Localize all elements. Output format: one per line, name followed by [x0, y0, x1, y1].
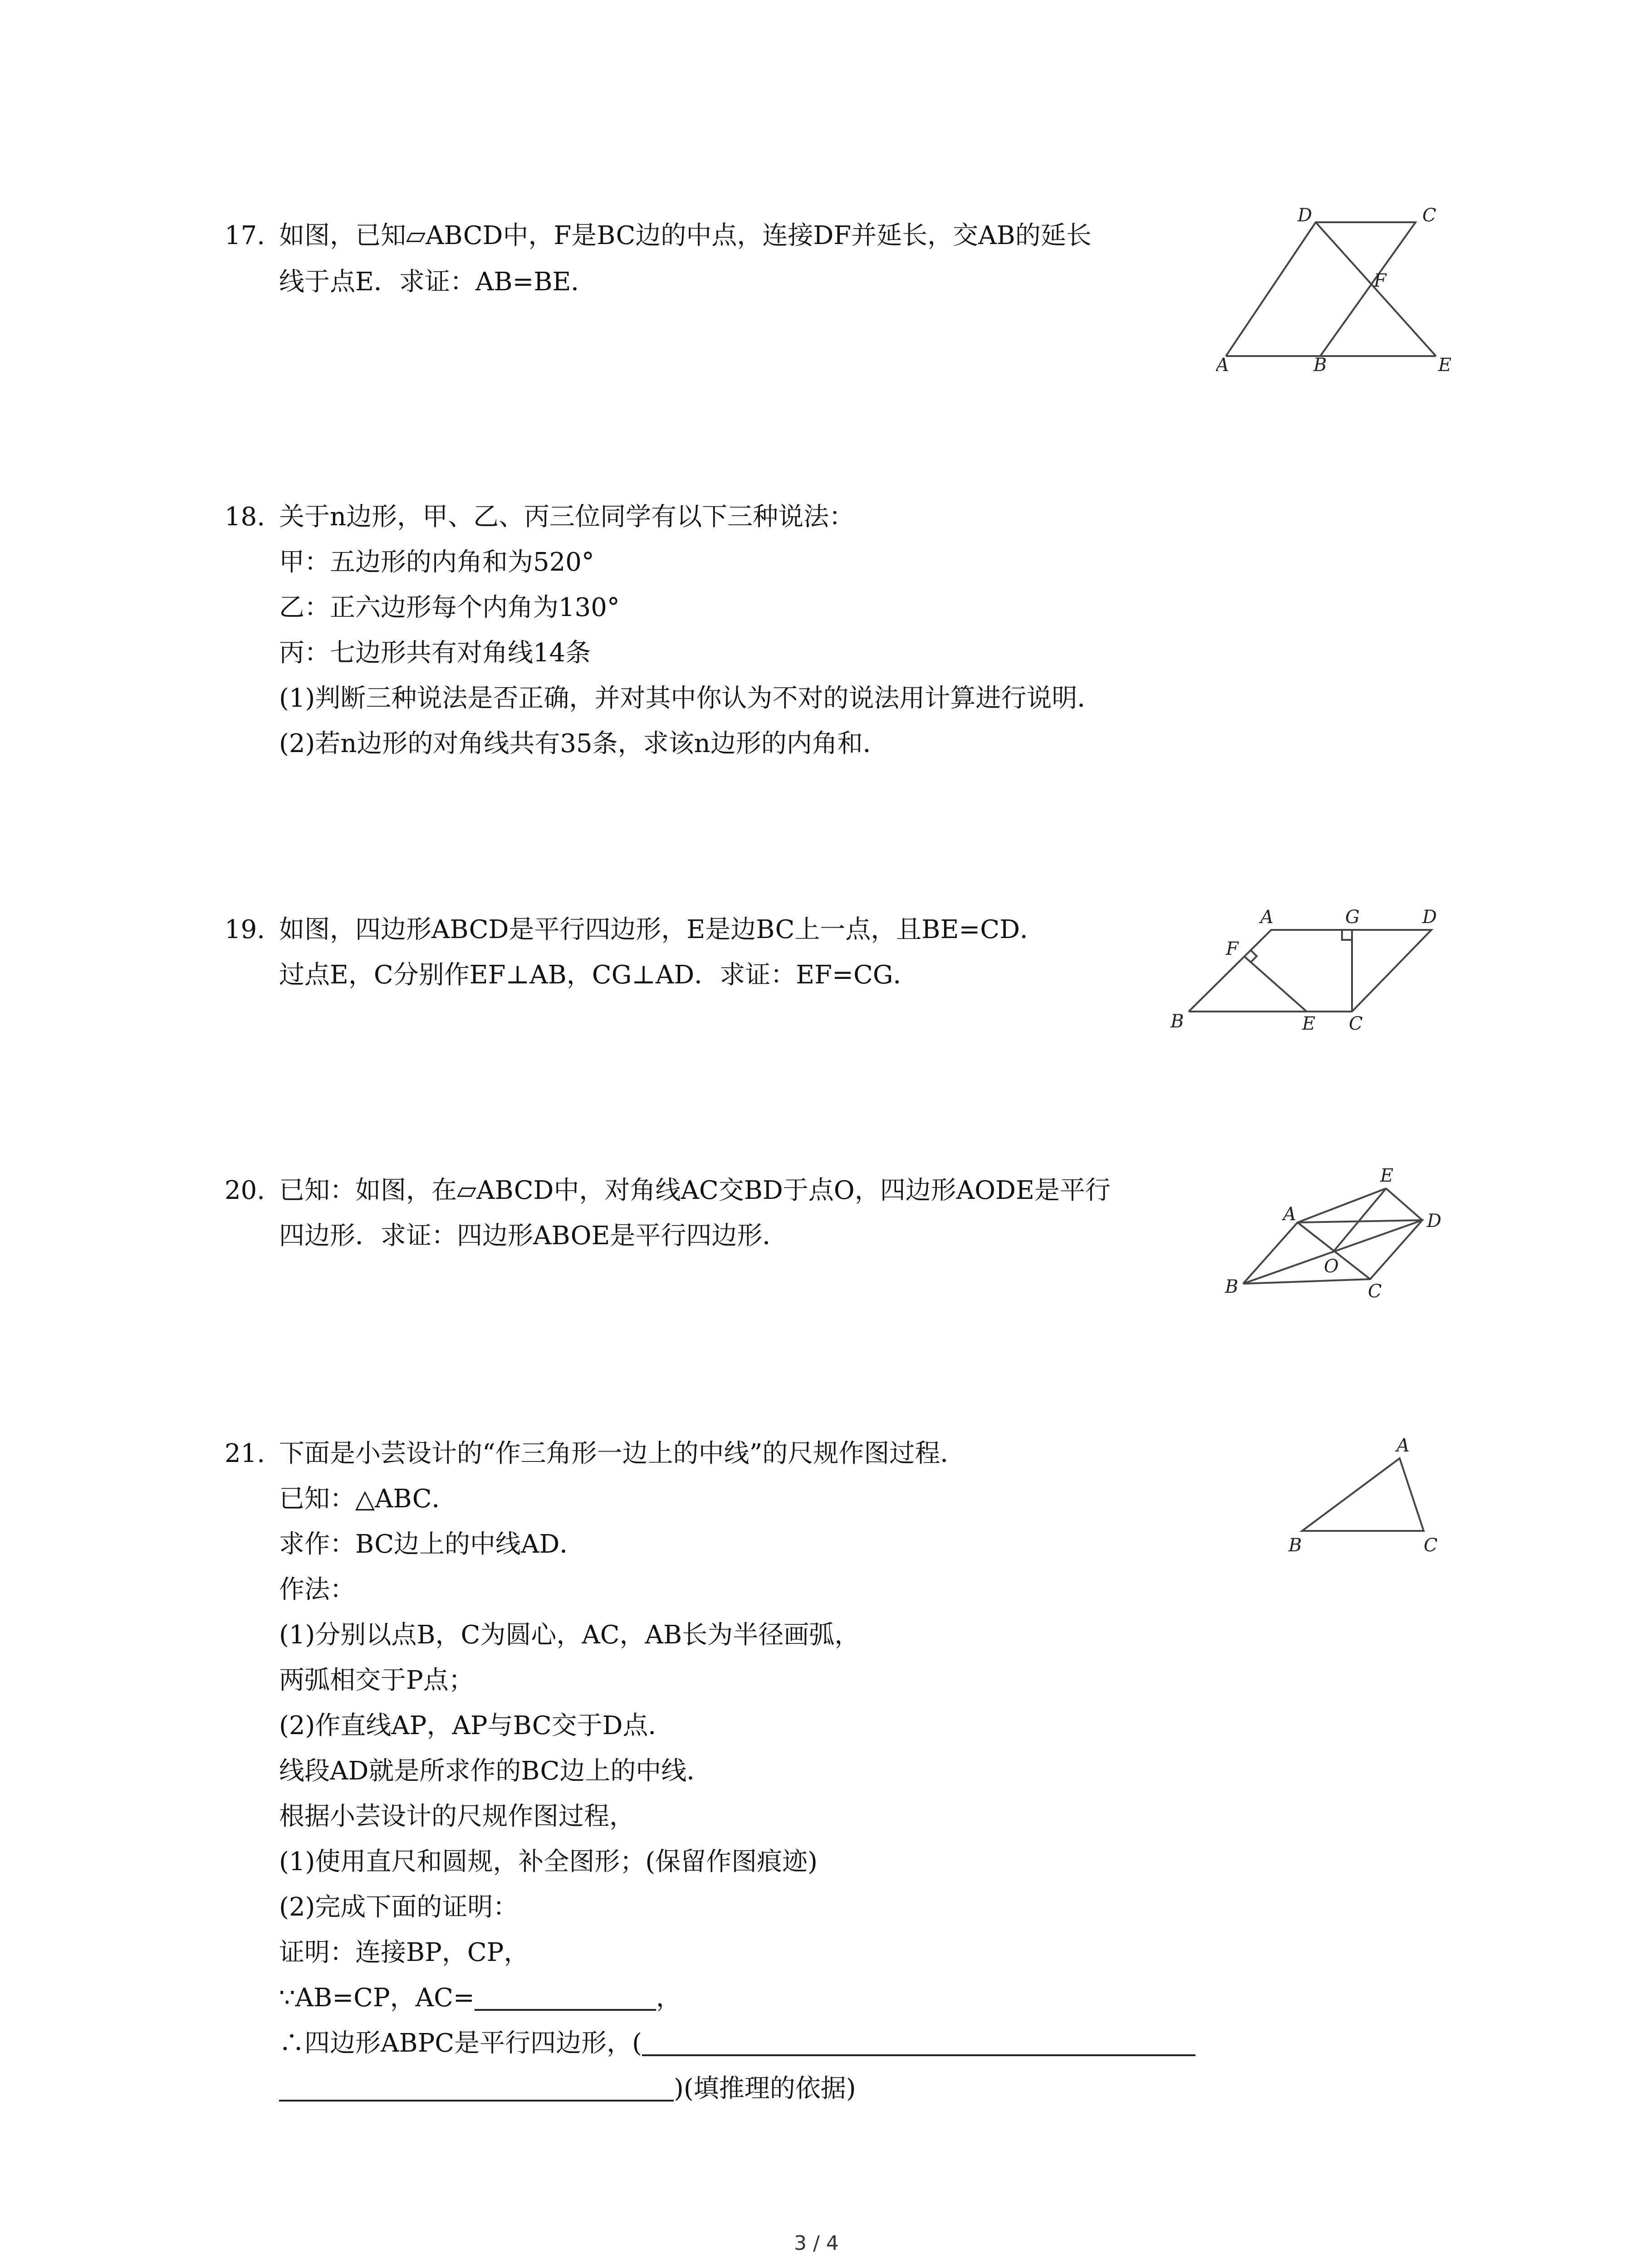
right-angle-g	[1342, 930, 1352, 940]
label-c: C	[1368, 1281, 1382, 1302]
label-e: E	[1380, 1165, 1394, 1186]
sub-question-2: (2)若n边形的对角线共有35条，求该n边形的内角和．	[279, 729, 888, 758]
label-c: C	[1424, 1535, 1438, 1556]
label-e: E	[1438, 355, 1452, 376]
question-text-line: 如图，四边形ABCD是平行四边形，E是边BC上一点，且BE=CD．	[279, 915, 1045, 944]
question-number: 17.	[225, 221, 265, 250]
question-text-line: 线于点E．求证：AB=BE．	[279, 267, 597, 297]
proof-text: ，	[656, 1983, 681, 2013]
label-f: F	[1374, 270, 1386, 291]
label-b: B	[1313, 355, 1327, 376]
label-b: B	[1225, 1276, 1239, 1297]
label-a: A	[1216, 355, 1229, 376]
label-a: A	[1283, 1204, 1296, 1225]
segment-de	[1386, 1188, 1422, 1220]
proof-line-conclusion	[279, 2025, 1195, 2062]
figure-parallelogram-19	[1171, 903, 1452, 1039]
statement-jia: 甲：五边形的内角和为520°	[279, 547, 594, 577]
question-text-line: 如图，已知▱ABCD中，F是BC边的中点，连接DF并延长，交AB的延长	[279, 221, 1092, 250]
answer-blank-reason[interactable]	[642, 2027, 1195, 2056]
label-o: O	[1324, 1256, 1339, 1277]
question-text-line: 作法：	[279, 1575, 355, 1604]
question-number: 20.	[225, 1176, 265, 1205]
question-text-line: (2)作直线AP，AP与BC交于D点．	[279, 1711, 674, 1740]
question-text-line: 已知：如图，在▱ABCD中，对角线AC交BD于点O，四边形AODE是平行	[279, 1176, 1111, 1205]
question-text-line: 两弧相交于P点；	[279, 1666, 474, 1695]
question-text-line: 证明：连接BP，CP，	[279, 1938, 529, 1967]
proof-text: ∴四边形ABPC是平行四边形，(	[279, 2028, 642, 2058]
label-g: G	[1345, 907, 1360, 928]
question-text-line: 根据小芸设计的尺规作图过程，	[279, 1802, 635, 1831]
label-d: D	[1422, 907, 1437, 928]
page-number: 3 / 4	[794, 2232, 839, 2255]
proof-text: )(填推理的依据)	[674, 2074, 856, 2103]
label-d: D	[1427, 1211, 1442, 1232]
question-text-line: 关于n边形，甲、乙、丙三位同学有以下三种说法：	[279, 502, 855, 532]
question-number: 18.	[225, 502, 265, 532]
segment-ef	[1244, 956, 1307, 1012]
figure-triangle-21	[1279, 1429, 1461, 1565]
figure-parallelogram-17	[1216, 204, 1470, 376]
question-text-line: 线段AD就是所求作的BC边上的中线．	[279, 1756, 712, 1786]
question-text-line: (1)使用直尺和圆规，补全图形；(保留作图痕迹)	[279, 1847, 818, 1877]
label-b: B	[1288, 1535, 1302, 1556]
label-f: F	[1226, 938, 1239, 959]
label-c: C	[1349, 1013, 1363, 1034]
label-e: E	[1302, 1013, 1316, 1034]
right-angle-f	[1250, 950, 1257, 963]
parallelogram-abcd	[1226, 222, 1416, 356]
proof-line-reason	[279, 2071, 856, 2107]
answer-blank-reason-cont[interactable]	[279, 2072, 674, 2102]
question-text-line: 求作：BC边上的中线AD．	[279, 1530, 585, 1559]
label-a: A	[1396, 1435, 1410, 1456]
triangle-abc	[1302, 1458, 1424, 1531]
question-number: 19.	[225, 915, 265, 944]
question-text-line: 下面是小芸设计的“作三角形一边上的中线”的尺规作图过程．	[279, 1439, 966, 1468]
question-text-line: 四边形．求证：四边形ABOE是平行四边形．	[279, 1221, 788, 1251]
question-text-line: (1)分别以点B，C为圆心，AC，AB长为半径画弧，	[279, 1620, 860, 1650]
question-text-line: (2)完成下面的证明：	[279, 1892, 519, 1922]
answer-blank-ac[interactable]	[475, 1982, 656, 2011]
question-text-line: 已知：△ABC．	[279, 1484, 457, 1514]
label-d: D	[1298, 205, 1313, 226]
proof-line-given	[279, 1980, 681, 2016]
statement-yi: 乙：正六边形每个内角为130°	[279, 593, 620, 622]
question-text-line: 过点E，C分别作EF⊥AB，CG⊥AD．求证：EF=CG．	[279, 960, 919, 990]
question-number: 21.	[225, 1439, 265, 1468]
sub-question-1: (1)判断三种说法是否正确，并对其中你认为不对的说法用计算进行说明．	[279, 684, 1103, 713]
figure-parallelogram-20	[1220, 1161, 1456, 1306]
label-b: B	[1171, 1011, 1184, 1032]
proof-text: ∵AB=CP，AC=	[279, 1983, 475, 2013]
label-c: C	[1422, 205, 1436, 226]
parallelogram-abcd	[1189, 930, 1431, 1012]
label-a: A	[1260, 907, 1274, 928]
statement-bing: 丙：七边形共有对角线14条	[279, 638, 591, 668]
